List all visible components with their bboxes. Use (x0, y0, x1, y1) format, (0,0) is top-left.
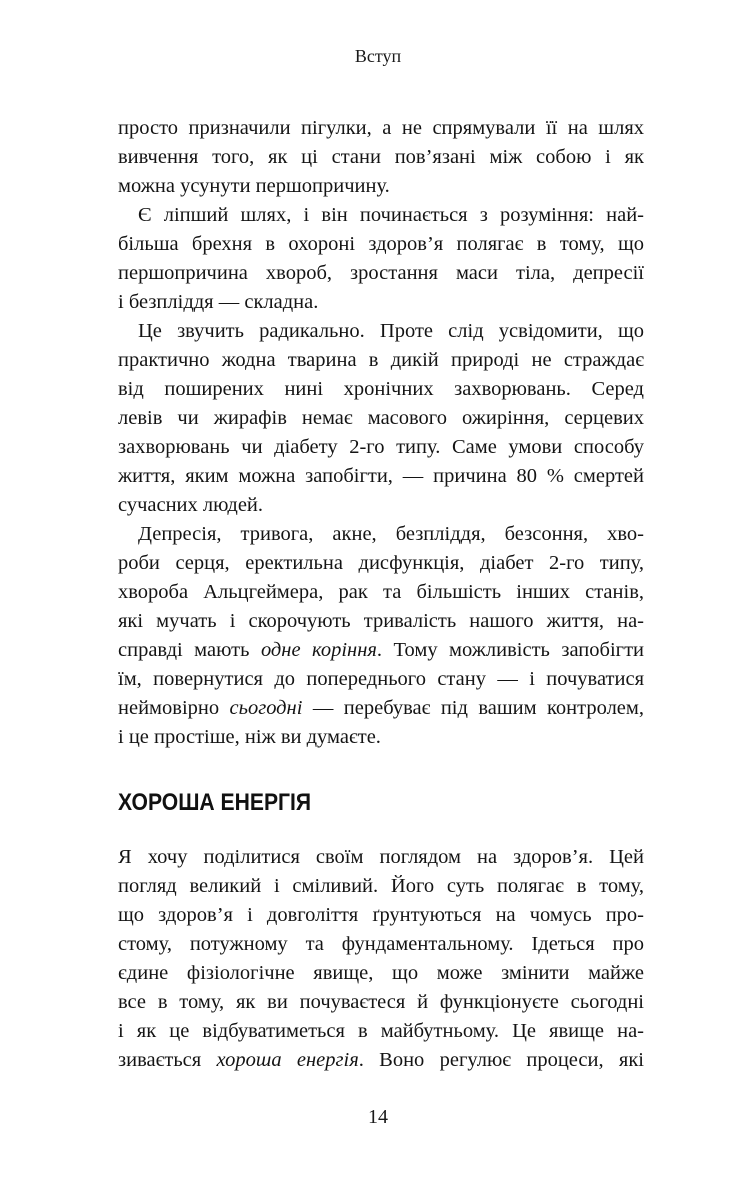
running-header: Вступ (354, 46, 402, 66)
text-line: Це звучить радикально. Проте слід усвідомити, що (138, 320, 644, 342)
text-line: практично жодна тварина в дикій природі не страждає (118, 349, 644, 371)
text-line: погляд великий і сміливий. Його суть полягає в тому, (118, 875, 644, 897)
page-number: 14 (368, 1106, 388, 1128)
text-line: і як це відбуватиметься в майбутньому. Це явище на- (118, 1020, 644, 1042)
paragraph (118, 843, 644, 1075)
text-line: зивається хороша енергія. Воно регулює процеси, які (118, 1049, 644, 1071)
paragraph (118, 201, 644, 317)
paragraph (118, 317, 644, 520)
text-line: левів чи жирафів немає масового ожиріння, серцевих (118, 407, 644, 429)
text-line: хвороба Альцгеймера, рак та більшість інших станів, (118, 581, 644, 603)
text-line: і безпліддя — складна. (118, 291, 319, 313)
text-line: захворювань чи діабету 2-го типу. Саме умови способу (118, 436, 644, 458)
text-line: які мучать і скорочують тривалість нашого життя, на- (118, 610, 644, 632)
text-line: і це простіше, ніж ви думаєте. (118, 726, 381, 748)
text-line: що здоров’я і довголіття ґрунтуються на чомусь про- (118, 904, 644, 926)
text-line: можна усунути першопричину. (118, 175, 390, 197)
text-line: їм, повернутися до попереднього стану — і почуватися (118, 668, 644, 690)
text-block (118, 114, 644, 1075)
paragraph (118, 114, 644, 201)
text-line: першопричина хвороб, зростання маси тіла, депресії (118, 262, 644, 284)
text-line: роби серця, еректильна дисфункція, діабет 2-го типу, (118, 552, 644, 574)
text-line: життя, яким можна запобігти, — причина 80 % смертей (118, 465, 644, 487)
text-line: неймовірно сьогодні — перебуває під вашим контролем, (118, 697, 644, 719)
text-line: сучасних людей. (118, 494, 264, 516)
text-line: більша брехня в охороні здоров’я полягає в тому, що (118, 233, 644, 255)
text-line: єдине фізіологічне явище, що може змінити майже (118, 962, 644, 984)
text-line: просто призначили пігулки, а не спрямували її на шлях (118, 117, 644, 139)
text-line: справді мають одне коріння. Тому можливість запобігти (118, 639, 644, 661)
text-line: Є ліпший шлях, і він починається з розуміння: най- (138, 204, 644, 226)
text-line: все в тому, як ви почуваєтеся й функціонуєте сьогодні (118, 991, 644, 1013)
paragraph (118, 520, 644, 752)
section-heading: ХОРОША ЕНЕРГІЯ (118, 789, 312, 816)
text-line: Депресія, тривога, акне, безпліддя, безсоння, хво- (138, 523, 644, 545)
text-line: стому, потужному та фундаментальному. Ідеться про (118, 933, 644, 955)
text-line: вивчення того, як ці стани пов’язані між собою і як (118, 146, 644, 168)
text-line: від поширених нині хронічних захворювань. Серед (118, 378, 644, 400)
text-line: Я хочу поділитися своїм поглядом на здоров’я. Цей (118, 846, 644, 868)
